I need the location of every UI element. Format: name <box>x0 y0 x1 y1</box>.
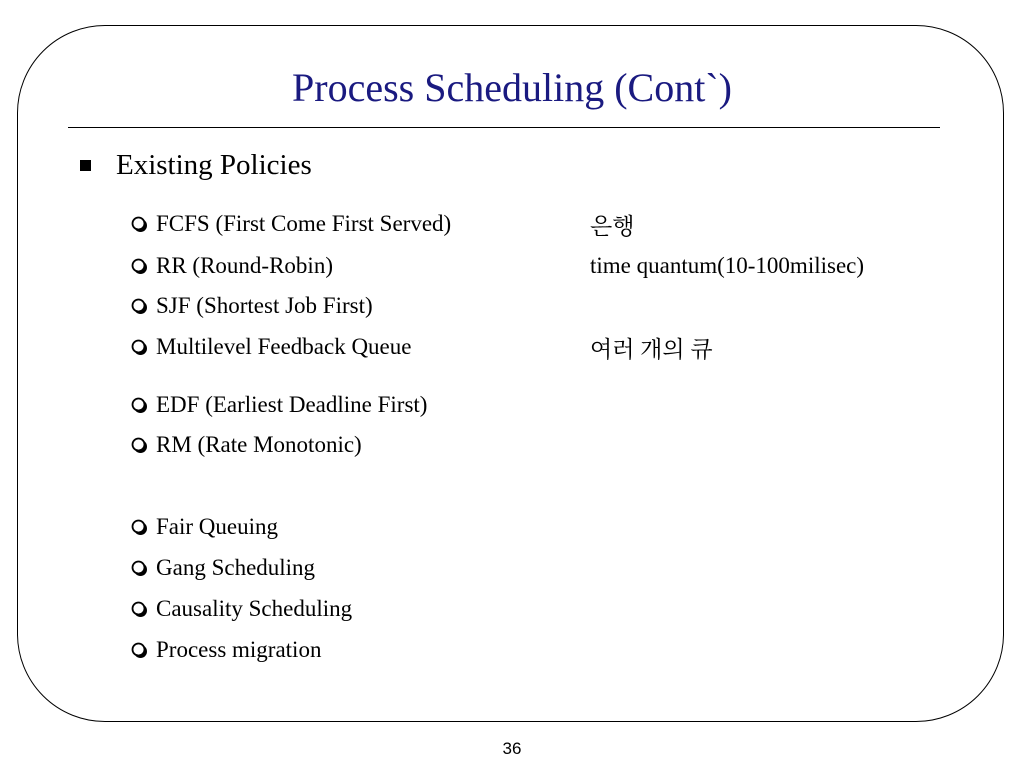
list-item-label: Process migration <box>156 637 322 662</box>
slide-title: Process Scheduling (Cont`) <box>292 65 732 110</box>
circle-bullet-icon <box>131 437 148 454</box>
circle-bullet-icon <box>131 519 148 536</box>
circle-bullet-icon <box>131 216 148 233</box>
list-item-label: SJF (Shortest Job First) <box>156 293 373 318</box>
section-heading-text: Existing Policies <box>116 148 312 181</box>
list-item-label: Gang Scheduling <box>156 555 316 580</box>
list-item-label: Fair Queuing <box>156 514 279 539</box>
list-item-label: EDF (Earliest Deadline First) <box>156 392 428 417</box>
circle-bullet-icon <box>131 339 148 356</box>
list-item-label: Multilevel Feedback Queue <box>156 334 412 359</box>
square-bullet-icon <box>80 160 91 171</box>
list-item-sjf <box>131 290 373 322</box>
list-item-causality-scheduling <box>131 593 352 625</box>
circle-bullet-icon <box>131 258 148 275</box>
list-item-rr <box>131 250 333 282</box>
list-item-gang-scheduling <box>131 552 315 584</box>
list-item-rm <box>131 429 362 461</box>
circle-bullet-icon <box>131 560 148 577</box>
list-item-fcfs <box>131 208 451 240</box>
list-item-edf <box>131 389 427 421</box>
title-divider <box>68 127 940 128</box>
list-item-label: FCFS (First Come First Served) <box>156 211 452 236</box>
list-item-note: time quantum(10-100milisec) <box>590 253 865 278</box>
circle-bullet-icon <box>131 397 148 414</box>
list-item-note: 여러 개의 큐 <box>590 336 713 362</box>
section-heading <box>80 145 312 185</box>
circle-bullet-icon <box>131 642 148 659</box>
circle-bullet-icon <box>131 298 148 315</box>
page-number: 36 <box>502 739 522 758</box>
circle-bullet-icon <box>131 601 148 618</box>
list-item-note: 은행 <box>590 213 635 239</box>
list-item-label: RR (Round-Robin) <box>156 253 333 278</box>
list-item-fair-queuing <box>131 511 278 543</box>
list-item-process-migration <box>131 634 321 666</box>
list-item-multilevel-feedback-queue <box>131 331 411 363</box>
list-item-label: RM (Rate Monotonic) <box>156 432 362 457</box>
list-item-label: Causality Scheduling <box>156 596 353 621</box>
